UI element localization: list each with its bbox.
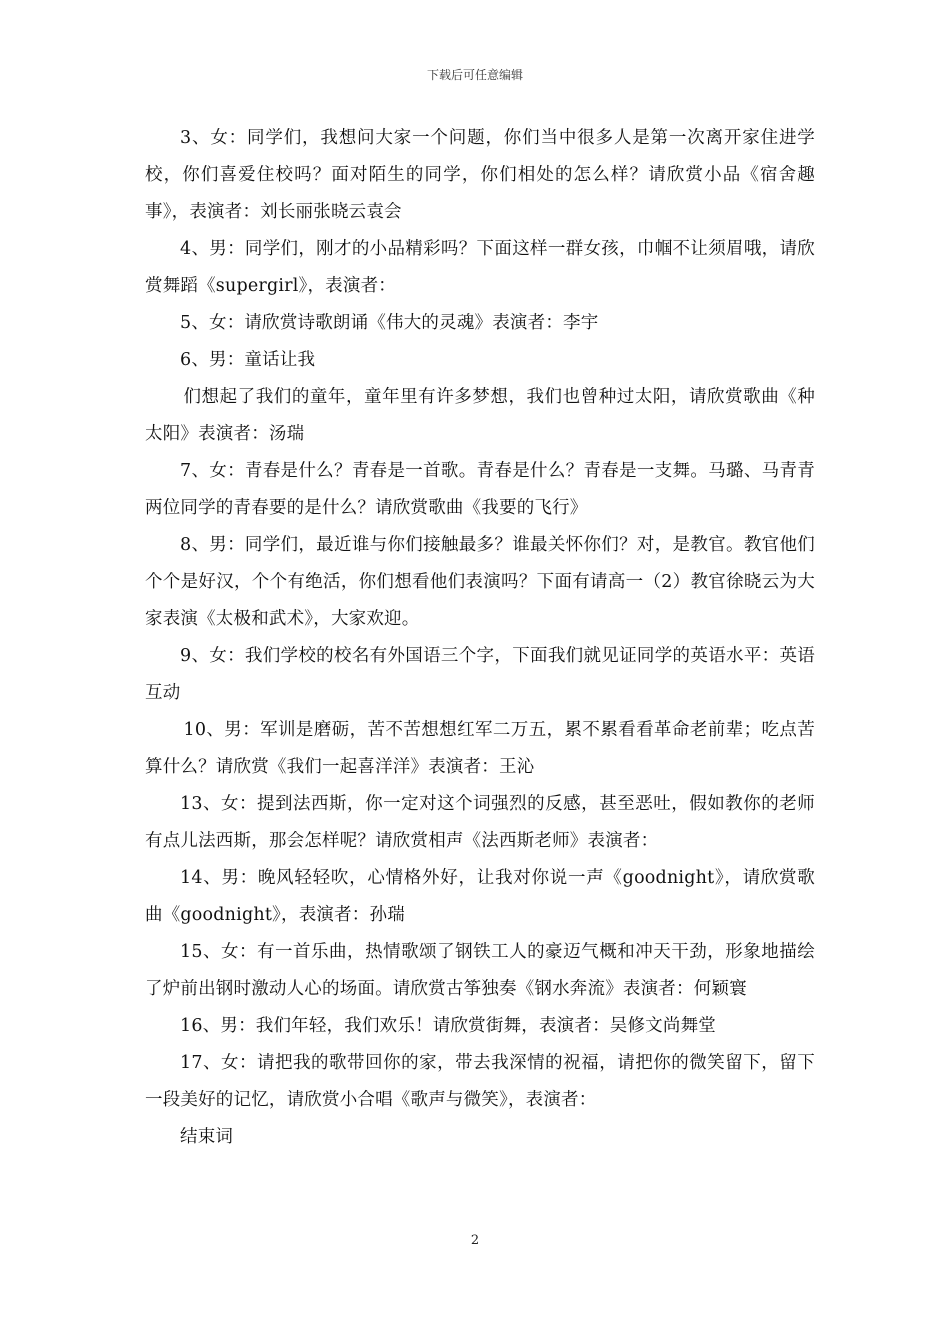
paragraph-14: 14、男：晚风轻轻吹，心情格外好，让我对你说一声《goodnight》，请欣赏歌曲《goodnight》，表演者：孙瑞	[145, 868, 815, 925]
page-number: 2	[470, 1233, 480, 1248]
paragraph-4: 4、男：同学们，刚才的小品精彩吗？下面这样一群女孩，巾帼不让须眉哦，请欣赏舞蹈《supergirl》，表演者：	[145, 239, 815, 296]
paragraph-8: 8、男：同学们，最近谁与你们接触最多？谁最关怀你们？对，是教官。教官他们个个是好汉，个个有绝活，你们想看他们表演吗？下面有请高一（2）教官徐晓云为大家表演《太极和武术》，大家欢迎。	[145, 535, 815, 629]
closing-heading: 结束词	[180, 1127, 234, 1147]
paragraph-6: 6、男：童话让我	[180, 350, 316, 370]
paragraph-3: 3、女：同学们，我想问大家一个问题，你们当中很多人是第一次离开家住进学校，你们喜爱住校吗？面对陌生的同学，你们相处的怎么样？请欣赏小品《宿舍趣事》，表演者：刘长丽张晓云袁会	[145, 128, 815, 222]
paragraph-17: 17、女：请把我的歌带回你的家，带去我深情的祝福，请把你的微笑留下，留下一段美好的记忆，请欣赏小合唱《歌声与微笑》，表演者：	[145, 1053, 815, 1110]
paragraph-10: 10、男：军训是磨砺，苦不苦想想红军二万五，累不累看看革命老前辈；吃点苦算什么？请欣赏《我们一起喜洋洋》表演者：王沁	[145, 720, 815, 777]
paragraph-16: 16、男：我们年轻，我们欢乐！请欣赏街舞，表演者：吴修文尚舞堂	[180, 1016, 716, 1036]
paragraph-13: 13、女：提到法西斯，你一定对这个词强烈的反感，甚至恶吐，假如教你的老师有点儿法西斯，那会怎样呢？请欣赏相声《法西斯老师》表演者：	[145, 794, 815, 851]
document-body	[145, 120, 815, 1156]
paragraph-5: 5、女：请欣赏诗歌朗诵《伟大的灵魂》表演者：李宇	[180, 313, 599, 333]
paragraph-7: 7、女：青春是什么？青春是一首歌。青春是什么？青春是一支舞。马璐、马青青两位同学的青春要的是什么？请欣赏歌曲《我要的飞行》	[145, 461, 815, 518]
paragraph-9: 9、女：我们学校的校名有外国语三个字，下面我们就见证同学的英语水平：英语互动	[145, 646, 815, 703]
page-header: 下载后可任意编辑	[426, 68, 523, 82]
paragraph-15: 15、女：有一首乐曲，热情歌颂了钢铁工人的豪迈气概和冲天干劲，形象地描绘了炉前出钢时激动人心的场面。请欣赏古筝独奏《钢水奔流》表演者：何颖寰	[145, 942, 815, 999]
paragraph-6-continued: 们想起了我们的童年，童年里有许多梦想，我们也曾种过太阳，请欣赏歌曲《种太阳》表演者：汤瑞	[145, 387, 815, 444]
